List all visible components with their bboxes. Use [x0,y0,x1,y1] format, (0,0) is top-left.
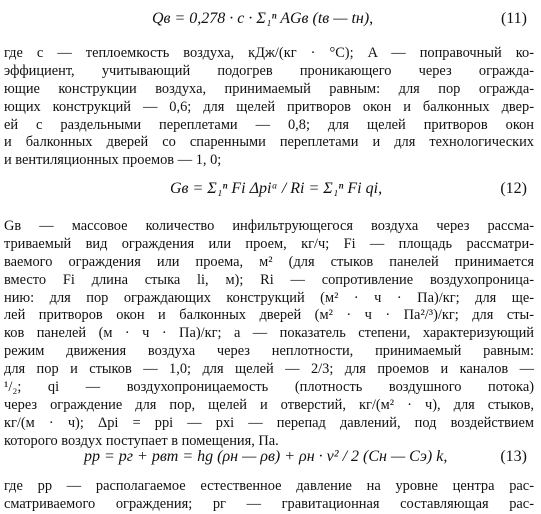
text-line: ваемого ограждения или проема, м² (для стыков панелей принимается [4,253,534,270]
text-line: где pр — располагаемое естественное давление на уровне центра рас- [4,478,534,494]
text-line: лей притворов окон и балконных дверей (м² · ч · Па²/³)/кг; для сты- [4,307,534,324]
equation-13 [0,442,541,476]
text-line: для пор и стыков — 1,0; для щелей — 2/3; для проемов и каналов — [4,361,534,378]
paragraph-definitions-p [4,478,534,514]
equation-12-formula: Gв = Σ₁ⁿ Fi Δpiᵃ / Ri = Σ₁ⁿ Fi qi, [170,180,383,197]
text-line: которого воздух поступает в помещения, Па. [4,432,279,449]
text-line: ков панелей (м · ч · Па)/кг; a — показатель степени, характеризующий [4,325,534,342]
equation-11-formula: Qв = 0,278 · c · Σ₁ⁿ AGв (tв — tн), [152,10,374,27]
text-line: и балконных дверей со спаренными переплетами и для технологических [4,134,534,151]
text-line: эффициент, учитывающий подогрев проникающего через огражда- [4,62,534,79]
equation-13-number: (13) [500,448,527,465]
equation-13-formula: pр = pг + pвт = hg (ρн — ρв) + ρн · v² / 2 (Cн — Cэ) k, [84,448,448,465]
text-line: Gв — массовое количество инфильтрующегося воздуха через рассма- [4,218,534,234]
text-line: вместо Fi длина стыка li, м); Ri — сопротивление воздухопроница- [4,271,534,288]
text-line: триваемый вид ограждения или проем, кг/ч; Fi — площадь рассматри- [4,235,534,252]
text-line: ей с раздельными переплетами — 0,8; для щелей притворов окон [4,116,534,133]
text-line: ¹/₂; qi — воздухопроницаемость (плотность воздушного потока) [4,379,534,396]
text-line: через ограждение для пор, щелей и отверстий, кг/(м² · ч), для стыков, [4,396,534,413]
text-line: и вентиляционных проемов — 1, 0; [4,152,222,169]
text-line: ющих конструкций — 0,6; для щелей притворов окон и балконных двер- [4,98,534,115]
text-line: нию: для пор ограждающих конструкций (м² · ч · Па)/кг; для ще- [4,289,534,306]
paragraph-definitions-c-A [4,45,534,170]
text-line: ющие конструкции воздуха, принимаемый равным: для пор огражда- [4,80,534,97]
text-line: режим движения воздуха через неплотности, принимаемый равным: [4,343,534,360]
text-line: где c — теплоемкость воздуха, кДж/(кг · °С); A — поправочный ко- [4,45,534,61]
equation-11 [0,6,541,36]
text-line: кг/(м · ч); Δpi = ppi — pxi — перепад давлений, под воздействием [4,414,534,431]
paragraph-definitions-G-F-R [4,218,534,451]
equation-12-number: (12) [500,180,527,197]
text-line: сматриваемого ограждения; pг — гравитационная составляющая рас- [4,495,534,512]
equation-11-number: (11) [500,10,527,27]
equation-12 [0,170,541,210]
